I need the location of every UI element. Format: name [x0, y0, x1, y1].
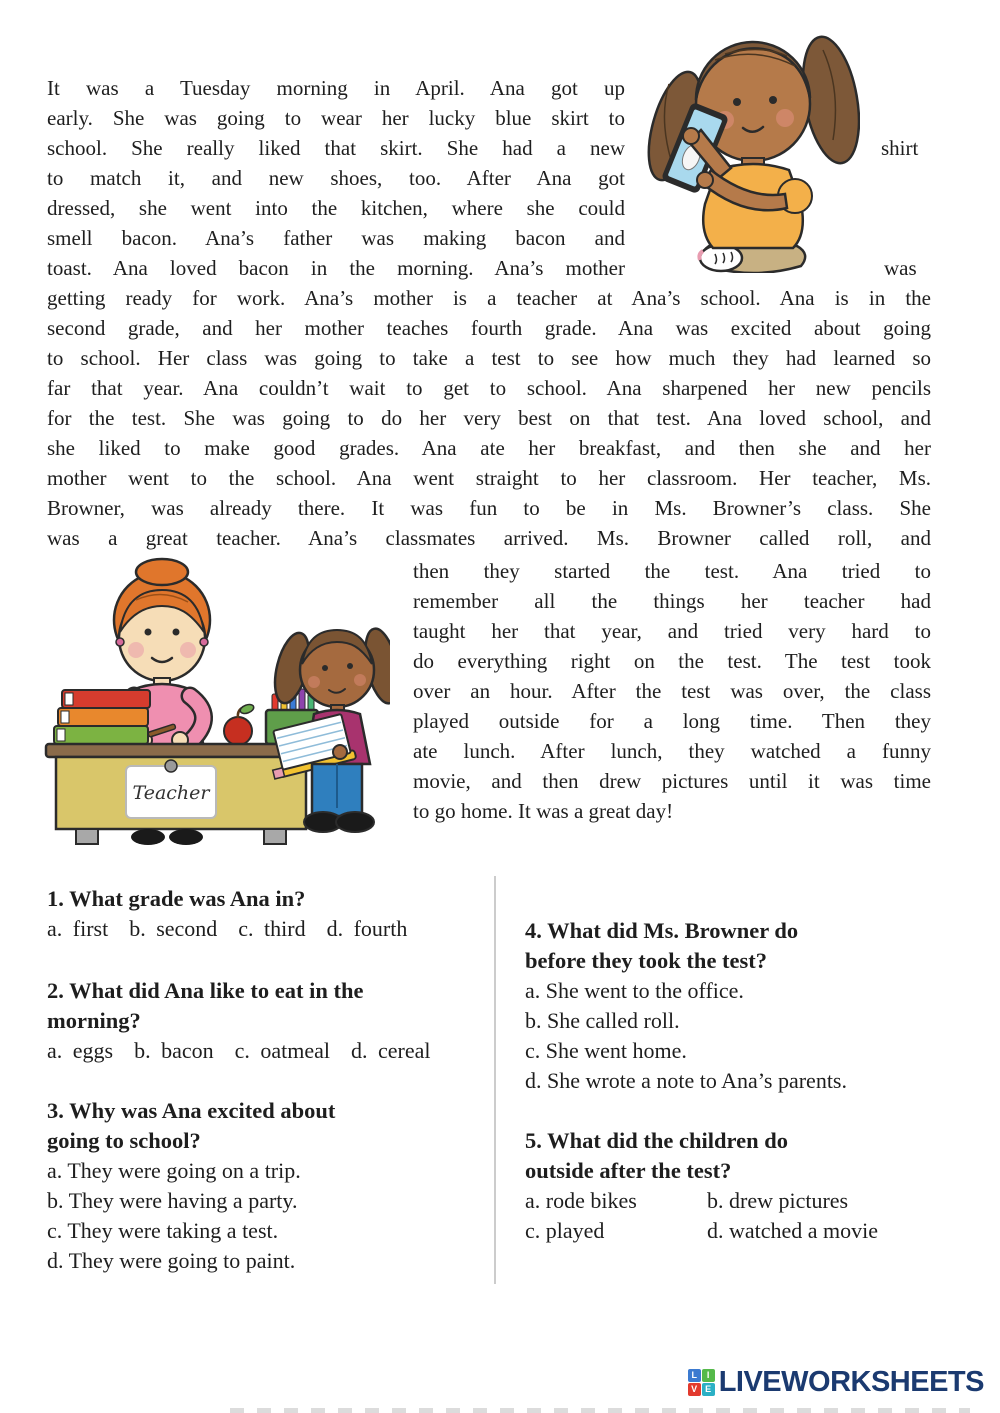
- column-divider: [494, 876, 496, 1284]
- story-line: dressed, she went into the kitchen, where she could: [47, 196, 625, 220]
- story-line: movie, and then drew pictures until it was time: [413, 769, 931, 793]
- story-line: ate lunch. After lunch, they watched a funny: [413, 739, 931, 763]
- question-1: [47, 884, 487, 944]
- girl-with-tablet-illustration: [645, 8, 860, 273]
- question-3-option-a[interactable]: a. They were going on a trip.: [47, 1158, 301, 1183]
- question-2-options[interactable]: a. eggs b. bacon c. oatmeal d. cereal: [47, 1038, 431, 1063]
- question-5: [525, 1126, 965, 1246]
- story-line: then they started the test. Ana tried to: [413, 559, 931, 583]
- teacher-and-student-illustration: [40, 556, 390, 846]
- story-line: Browner, was already there. It was fun to be in Ms. Browner’s class. She: [47, 496, 931, 520]
- question-1-options[interactable]: a. first b. second c. third d. fourth: [47, 916, 408, 941]
- apple-icon: [224, 703, 255, 745]
- logo-tile-l: L: [688, 1369, 701, 1382]
- question-3-title: 3. Why was Ana excited about: [47, 1098, 336, 1123]
- story-line: school. She really liked that skirt. She had a new: [47, 136, 625, 160]
- liveworksheets-tiles-icon: [688, 1369, 715, 1396]
- question-1-title: 1. What grade was Ana in?: [47, 886, 306, 911]
- cutoff-text-strip: [230, 1408, 970, 1413]
- story-line: to school. Her class was going to take a test to see how much they had learned so: [47, 346, 931, 370]
- question-4-option-c[interactable]: c. She went home.: [525, 1038, 687, 1063]
- question-4-option-a[interactable]: a. She went to the office.: [525, 978, 744, 1003]
- question-5-title: 5. What did the children do: [525, 1128, 788, 1153]
- books-stack-icon: [54, 690, 150, 744]
- story-line: far that year. Ana couldn’t wait to get to school. Ana sharpened her new pencils: [47, 376, 931, 400]
- teacher-sign-label: Teacher: [132, 782, 210, 804]
- questions-left-column: [47, 884, 487, 1276]
- question-4-option-b[interactable]: b. She called roll.: [525, 1008, 680, 1033]
- girl-with-tablet-icon: [645, 8, 860, 273]
- question-3-option-d[interactable]: d. They were going to paint.: [47, 1248, 296, 1273]
- liveworksheets-wordmark: LIVEWORKSHEETS: [718, 1366, 984, 1398]
- story-line: do everything right on the test. The test took: [413, 649, 931, 673]
- question-5-option-b[interactable]: b. drew pictures: [707, 1188, 849, 1213]
- story-line: smell bacon. Ana’s father was making bacon and: [47, 226, 625, 250]
- teacher-sign: [126, 760, 216, 818]
- logo-tile-v: V: [688, 1383, 701, 1396]
- teacher-desk-icon: [40, 556, 390, 846]
- question-5-option-d[interactable]: d. watched a movie: [707, 1218, 879, 1243]
- story-line: remember all the things her teacher had: [413, 589, 931, 613]
- logo-tile-e: E: [702, 1383, 715, 1396]
- questions-right-column: [525, 916, 965, 1246]
- question-3: [47, 1096, 487, 1276]
- story-paragraph-top: [47, 73, 625, 283]
- question-3-title: going to school?: [47, 1128, 201, 1153]
- story-word-shirt: shirt: [881, 136, 919, 160]
- story-line: It was a Tuesday morning in April. Ana got up: [47, 76, 625, 100]
- question-4: [525, 916, 965, 1096]
- question-5-option-a[interactable]: a. rode bikes: [525, 1188, 637, 1213]
- story-line: was a great teacher. Ana’s classmates arrived. Ms. Browner called roll, and: [47, 526, 931, 550]
- story-line: she liked to make good grades. Ana ate her breakfast, and then she and her: [47, 436, 931, 460]
- story-line: early. She was going to wear her lucky blue skirt to: [47, 106, 625, 130]
- story-line: played outside for a long time. Then they: [413, 709, 931, 733]
- story-paragraph-wrapped: [413, 556, 931, 826]
- liveworksheets-logo[interactable]: [688, 1366, 984, 1399]
- story-line: over an hour. After the test was over, the class: [413, 679, 931, 703]
- story-word-was: was: [884, 256, 917, 280]
- question-5-option-c[interactable]: c. played: [525, 1218, 605, 1243]
- story-line: to go home. It was a great day!: [413, 799, 674, 823]
- question-2-title: 2. What did Ana like to eat in the: [47, 978, 364, 1003]
- question-3-option-b[interactable]: b. They were having a party.: [47, 1188, 298, 1213]
- story-line: getting ready for work. Ana’s mother is a teacher at Ana’s school. Ana is in the: [47, 286, 931, 310]
- question-4-option-d[interactable]: d. She wrote a note to Ana’s parents.: [525, 1068, 847, 1093]
- question-4-title: before they took the test?: [525, 948, 768, 973]
- story-line: toast. Ana loved bacon in the morning. Ana’s mother: [47, 256, 625, 280]
- logo-tile-i: I: [702, 1369, 715, 1382]
- question-5-title: outside after the test?: [525, 1158, 732, 1183]
- story-line: taught her that year, and tried very hard to: [413, 619, 931, 643]
- story-line: second grade, and her mother teaches fourth grade. Ana was excited about going: [47, 316, 931, 340]
- question-3-option-c[interactable]: c. They were taking a test.: [47, 1218, 279, 1243]
- question-4-title: 4. What did Ms. Browner do: [525, 918, 799, 943]
- story-line: mother went to the school. Ana went straight to her classroom. Her teacher, Ms.: [47, 466, 931, 490]
- question-2: [47, 976, 487, 1066]
- story-line: for the test. She was going to do her very best on that test. Ana loved school, and: [47, 406, 931, 430]
- question-2-title: morning?: [47, 1008, 141, 1033]
- story-line: to match it, and new shoes, too. After Ana got: [47, 166, 625, 190]
- story-paragraph-middle: [47, 283, 931, 553]
